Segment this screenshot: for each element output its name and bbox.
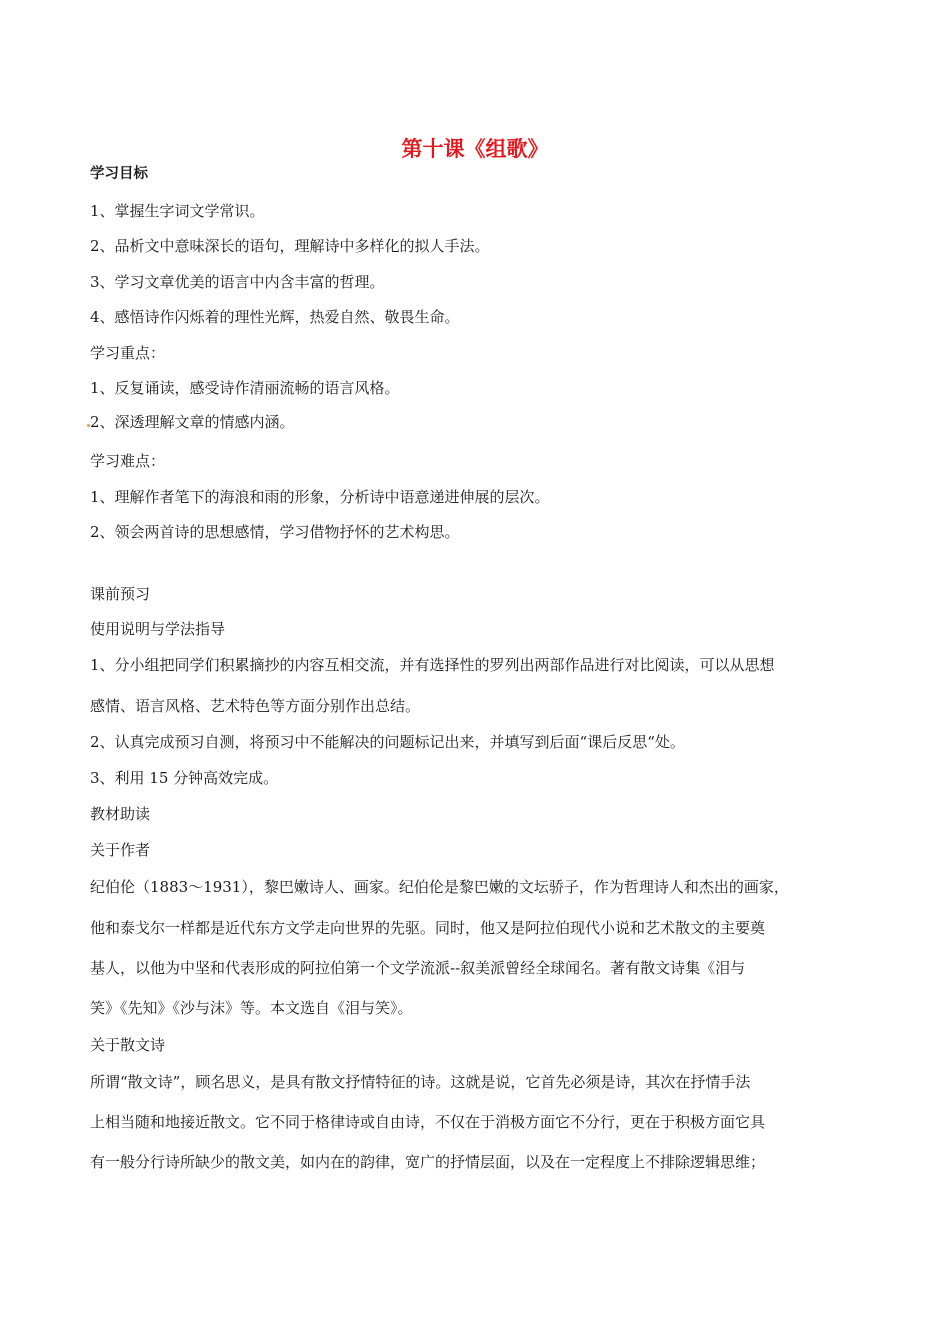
preview-line: 2、认真完成预习自测，将预习中不能解决的问题标记出来，并填写到后面“课后反思“处。	[90, 733, 685, 751]
prose-line: 上相当随和地接近散文。它不同于格律诗或自由诗，不仅在于消极方面它不分行，更在于积极方面它具	[90, 1113, 766, 1131]
objective-item: 2、品析文中意味深长的语句，理解诗中多样化的拟人手法。	[90, 237, 490, 255]
objectives-heading: 学习目标	[90, 166, 148, 182]
difficulties-heading: 学习难点：	[90, 452, 166, 470]
preview-heading: 课前预习	[90, 585, 151, 603]
preview-line: 1、分小组把同学们积累摘抄的内容互相交流，并有选择性的罗列出两部作品进行对比阅读，可以从思想	[90, 656, 775, 674]
preview-line: 感情、语言风格、艺术特色等方面分别作出总结。	[90, 697, 421, 715]
difficulty-item: 1、理解作者笔下的海浪和雨的形象，分析诗中语意递进伸展的层次。	[90, 488, 550, 506]
objective-item: 3、学习文章优美的语言中内含丰富的哲理。	[90, 273, 385, 291]
author-line: 基人，以他为中坚和代表形成的阿拉伯第一个文学流派--叙美派曾经全球闻名。著有散文诗集《泪与	[90, 959, 746, 977]
author-line: 纪伯伦（1883～1931），黎巴嫩诗人、画家。纪伯伦是黎巴嫩的文坛骄子，作为哲理诗人和杰出的画家，	[90, 878, 789, 896]
author-heading: 关于作者	[90, 841, 151, 859]
objective-item: 1、掌握生字词文学常识。	[90, 202, 265, 220]
page-title: 第十课《组歌》	[401, 137, 549, 161]
difficulty-item: 2、领会两首诗的思想感情，学习借物抒怀的艺术构思。	[90, 523, 460, 541]
preview-line: 3、利用 15 分钟高效完成。	[90, 769, 279, 787]
key-point-item: 2、深透理解文章的情感内涵。	[90, 413, 295, 431]
prose-heading: 关于散文诗	[90, 1036, 166, 1054]
author-line: 他和泰戈尔一样都是近代东方文学走向世界的先驱。同时，他又是阿拉伯现代小说和艺术散文的主要奠	[90, 919, 766, 937]
preview-subheading: 使用说明与学法指导	[90, 620, 226, 638]
key-points-heading: 学习重点：	[90, 344, 166, 362]
prose-line: 有一般分行诗所缺少的散文美，如内在的韵律，宽广的抒情层面，以及在一定程度上不排除逻辑思维；	[90, 1153, 766, 1171]
objective-item: 4、感悟诗作闪烁着的理性光辉，热爱自然、敬畏生命。	[90, 308, 460, 326]
prose-line: 所谓“散文诗”，顾名思义，是具有散文抒情特征的诗。这就是说，它首先必须是诗，其次在抒情手法	[90, 1073, 751, 1091]
author-line: 笑》《先知》《沙与沫》等。本文选自《泪与笑》。	[90, 999, 413, 1017]
key-point-item: 1、反复诵读，感受诗作清丽流畅的语言风格。	[90, 379, 400, 397]
reading-aid-heading: 教材助读	[90, 805, 151, 823]
